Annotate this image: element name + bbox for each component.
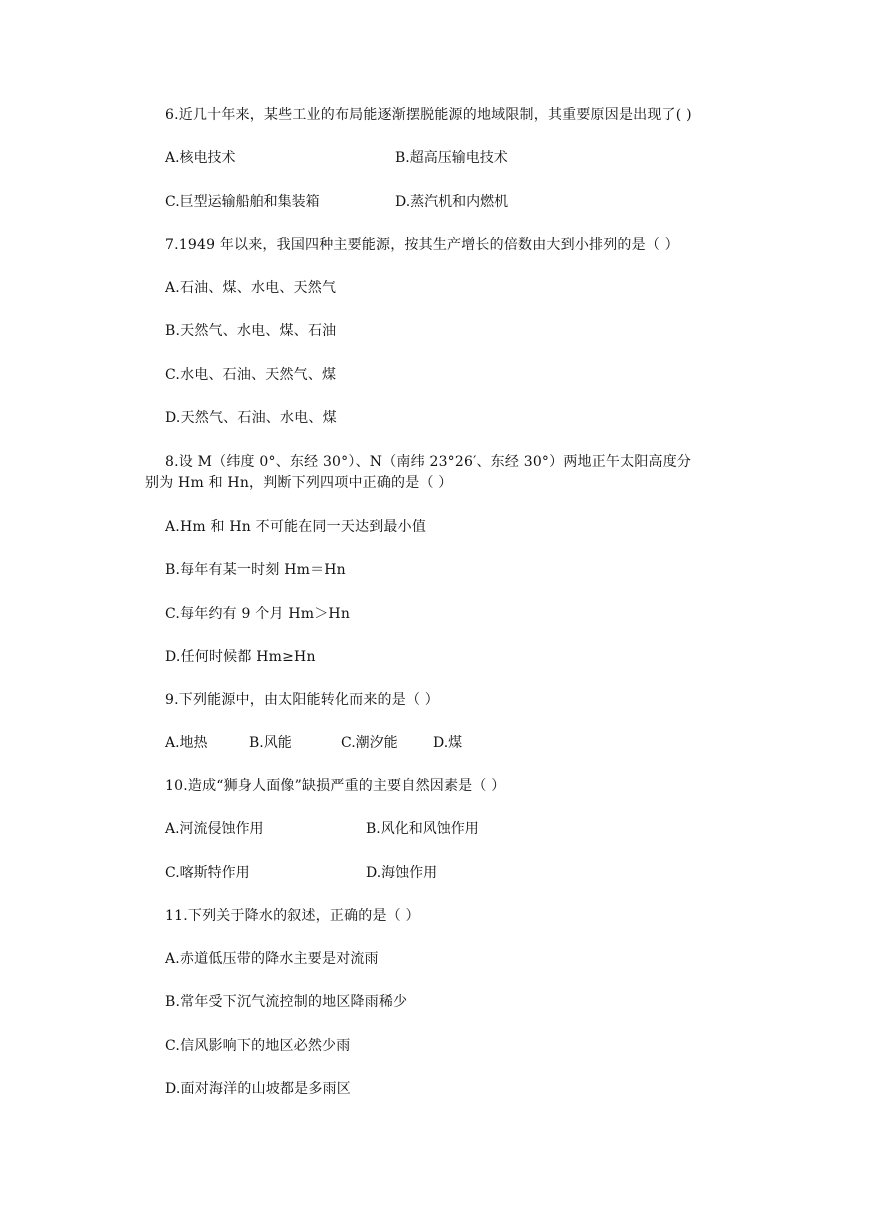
- question-7-option-b: B.天然气、水电、煤、石油: [165, 323, 337, 339]
- question-6-stem: 6.近几十年来，某些工业的布局能逐渐摆脱能源的地域限制，其重要原因是出现了( ): [165, 107, 692, 123]
- question-11-option-b: B.常年受下沉气流控制的地区降雨稀少: [165, 994, 408, 1010]
- question-9-option-a: A.地热: [165, 735, 208, 751]
- question-6-option-b: B.超高压输电技术: [395, 150, 508, 166]
- question-7-option-d: D.天然气、石油、水电、煤: [165, 410, 337, 426]
- question-9-stem: 9.下列能源中，由太阳能转化而来的是（ ）: [165, 692, 440, 708]
- question-10-option-d: D.海蚀作用: [366, 865, 438, 881]
- question-10-option-c: C.喀斯特作用: [165, 865, 250, 881]
- question-9-option-b: B.风能: [249, 735, 292, 751]
- question-6-option-c: C.巨型运输船舶和集装箱: [165, 194, 320, 210]
- question-8-stem-line-2: 别为 Hm 和 Hn，判断下列四项中正确的是（ ）: [145, 475, 453, 491]
- question-11-option-c: C.信风影响下的地区必然少雨: [165, 1038, 351, 1054]
- question-6-option-d: D.蒸汽机和内燃机: [395, 194, 509, 210]
- question-8-option-d: D.任何时候都 Hm≥Hn: [165, 649, 316, 665]
- question-11-stem: 11.下列关于降水的叙述，正确的是（ ）: [165, 908, 420, 924]
- question-9-option-d: D.煤: [433, 735, 463, 751]
- question-8-option-b: B.每年有某一时刻 Hm＝Hn: [165, 562, 346, 578]
- question-7-option-a: A.石油、煤、水电、天然气: [165, 280, 337, 296]
- question-9-option-c: C.潮汐能: [341, 735, 398, 751]
- question-8-option-c: C.每年约有 9 个月 Hm＞Hn: [165, 606, 351, 622]
- question-11-option-d: D.面对海洋的山坡都是多雨区: [165, 1081, 351, 1097]
- question-8-stem-line-1: 8.设 M（纬度 0°、东经 30°）、N（南纬 23°26′、东经 30°）两地正午太阳高度分: [165, 454, 692, 470]
- question-8-option-a: A.Hm 和 Hn 不可能在同一天达到最小值: [165, 519, 427, 535]
- question-10-option-b: B.风化和风蚀作用: [366, 821, 479, 837]
- question-10-stem: 10.造成“狮身人面像”缺损严重的主要自然因素是（ ）: [165, 778, 506, 794]
- question-6-option-a: A.核电技术: [165, 150, 236, 166]
- question-11-option-a: A.赤道低压带的降水主要是对流雨: [165, 951, 379, 967]
- question-10-option-a: A.河流侵蚀作用: [165, 821, 264, 837]
- question-7-stem: 7.1949 年以来，我国四种主要能源，按其生产增长的倍数由大到小排列的是（ ）: [165, 237, 679, 253]
- question-7-option-c: C.水电、石油、天然气、煤: [165, 367, 337, 383]
